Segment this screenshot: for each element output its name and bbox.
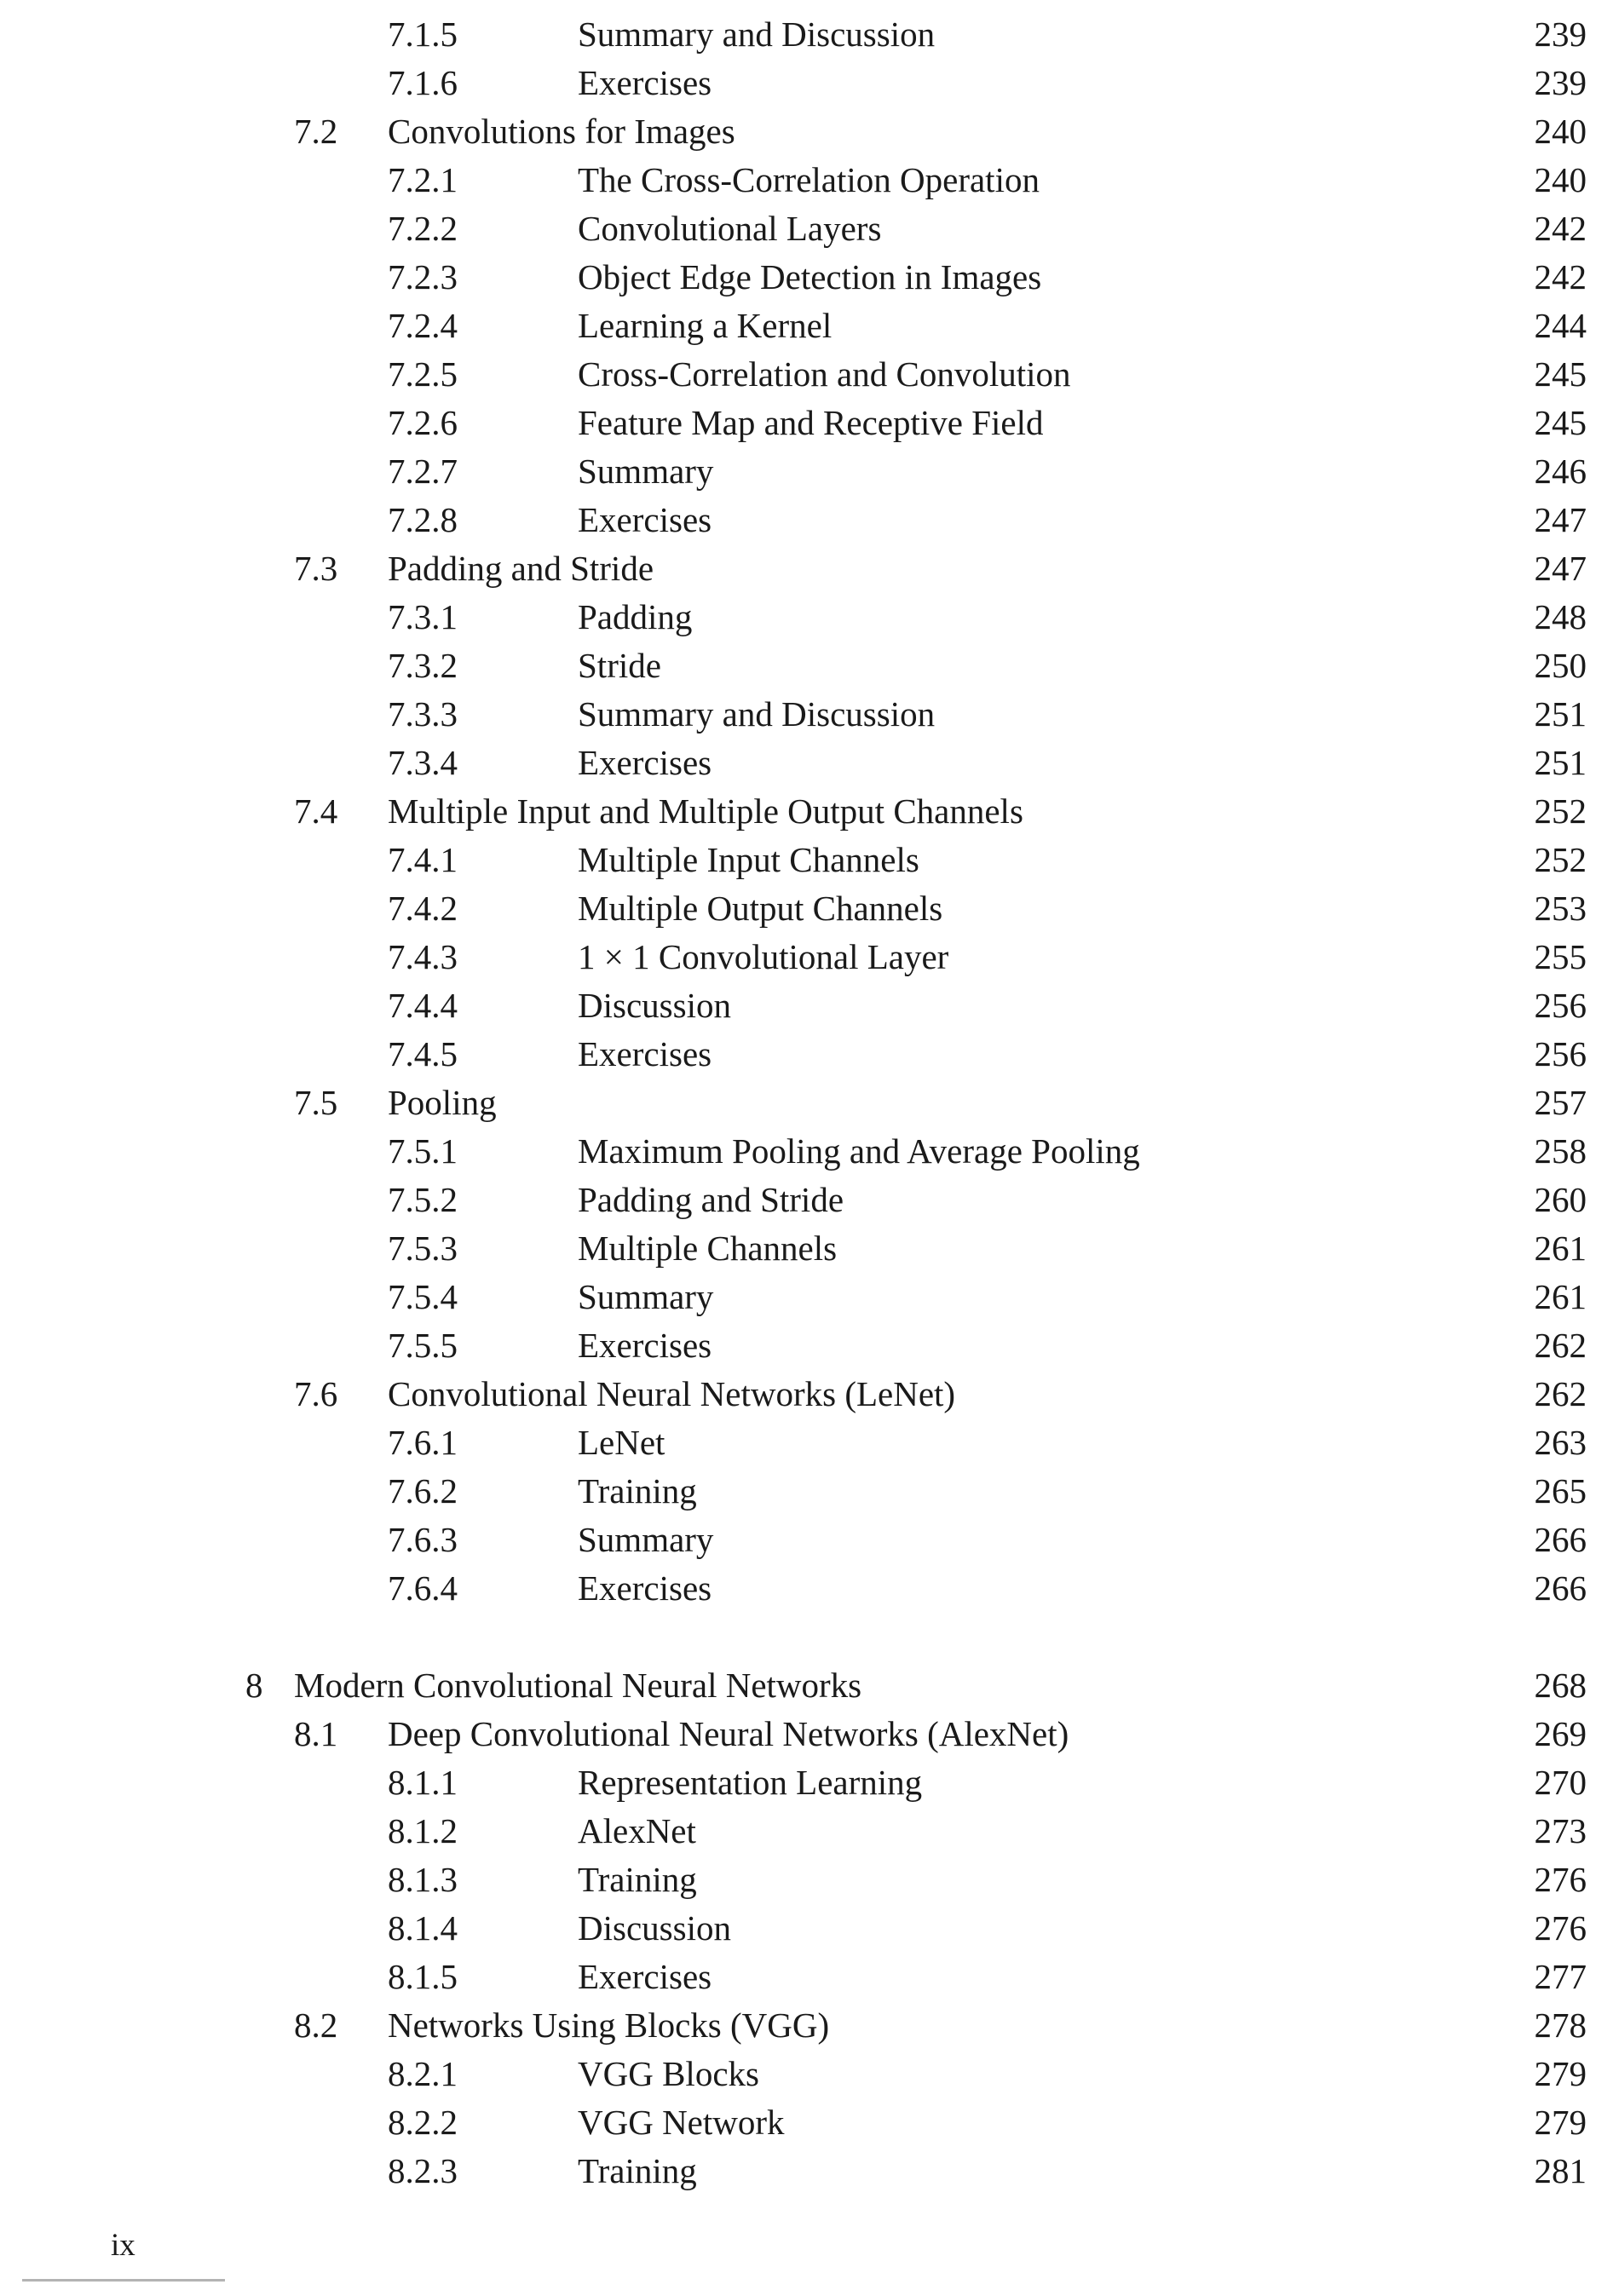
- toc-entry-number: 7.4.5: [388, 1034, 458, 1073]
- toc-entry-number: 7.2.6: [388, 403, 458, 442]
- toc-entry-title: Convolutional Layers: [578, 209, 882, 248]
- toc-entry-number: 7.2.2: [388, 209, 458, 248]
- toc-entry-title: Padding and Stride: [578, 1180, 844, 1219]
- toc-entry-title: Cross-Correlation and Convolution: [578, 354, 1071, 394]
- toc-entry-number: 7.3.1: [388, 597, 458, 636]
- toc-entry-page: 245: [1534, 354, 1587, 394]
- toc-entry-subsection[interactable]: [0, 1273, 1619, 1321]
- toc-entry-title: Convolutions for Images: [388, 112, 735, 151]
- toc-entry-subsection[interactable]: [0, 59, 1619, 107]
- toc-entry-subsection[interactable]: [0, 1030, 1619, 1079]
- toc-entry-number: 8.2.1: [388, 2054, 458, 2093]
- toc-entry-number: 7.5: [294, 1083, 338, 1122]
- toc-entry-subsection[interactable]: [0, 1758, 1619, 1807]
- toc-entry-number: 8.1.2: [388, 1811, 458, 1850]
- toc-entry-page: 247: [1534, 500, 1587, 539]
- toc-entry-page: 258: [1534, 1131, 1587, 1171]
- toc-entry-subsection[interactable]: [0, 253, 1619, 302]
- toc-entry-number: 8.1: [294, 1714, 338, 1753]
- toc-entry-subsection[interactable]: [0, 739, 1619, 787]
- toc-entry-title: Multiple Output Channels: [578, 889, 943, 928]
- toc-entry-title: Exercises: [578, 1326, 712, 1365]
- toc-entry-title: Multiple Input Channels: [578, 840, 919, 879]
- toc-entry-subsection[interactable]: [0, 642, 1619, 690]
- toc-entry-title: Modern Convolutional Neural Networks: [294, 1666, 862, 1705]
- toc-entry-page: 245: [1534, 403, 1587, 442]
- toc-entry-subsection[interactable]: [0, 204, 1619, 253]
- toc-entry-title: Deep Convolutional Neural Networks (AlexNet): [388, 1714, 1069, 1753]
- toc-entry-number: 7.4: [294, 791, 338, 831]
- toc-entry-title: The Cross-Correlation Operation: [578, 160, 1040, 199]
- toc-entry-section[interactable]: [0, 1370, 1619, 1418]
- toc-entry-page: 262: [1534, 1374, 1587, 1413]
- toc-entry-title: VGG Network: [578, 2103, 785, 2142]
- toc-entry-section[interactable]: [0, 544, 1619, 593]
- toc-entry-number: 7.5.4: [388, 1277, 458, 1316]
- toc-entry-number: 7.4.3: [388, 937, 458, 976]
- toc-entry-number: 8.1.3: [388, 1860, 458, 1899]
- toc-entry-page: 253: [1534, 889, 1587, 928]
- toc-entry-page: 279: [1534, 2103, 1587, 2142]
- toc-entry-number: 7.4.2: [388, 889, 458, 928]
- toc-entry-page: 239: [1534, 14, 1587, 54]
- toc-entry-page: 263: [1534, 1423, 1587, 1462]
- toc-entry-title: Training: [578, 1471, 697, 1511]
- toc-entry-number: 7.6: [294, 1374, 338, 1413]
- toc-entry-title: LeNet: [578, 1423, 665, 1462]
- toc-entry-page: 240: [1534, 112, 1587, 151]
- toc-entry-subsection[interactable]: [0, 496, 1619, 544]
- toc-entry-title: Pooling: [388, 1083, 497, 1122]
- toc-entry-page: 261: [1534, 1229, 1587, 1268]
- toc-entry-title: Discussion: [578, 1908, 731, 1948]
- toc-entry-page: 240: [1534, 160, 1587, 199]
- toc-entry-subsection[interactable]: [0, 593, 1619, 642]
- toc-entry-page: 266: [1534, 1520, 1587, 1559]
- toc-entry-number: 7.1.6: [388, 63, 458, 102]
- toc-entry-subsection[interactable]: [0, 1467, 1619, 1516]
- toc-entry-title: Exercises: [578, 743, 712, 782]
- toc-entry-title: Exercises: [578, 1034, 712, 1073]
- toc-entry-subsection[interactable]: [0, 884, 1619, 933]
- toc-entry-subsection[interactable]: [0, 836, 1619, 884]
- toc-entry-title: Representation Learning: [578, 1763, 923, 1802]
- toc-entry-subsection[interactable]: [0, 1953, 1619, 2001]
- toc-entry-number: 7.6.4: [388, 1568, 458, 1608]
- toc-entry-title: Exercises: [578, 63, 712, 102]
- toc-entry-number: 7.1.5: [388, 14, 458, 54]
- toc-entry-title: Summary: [578, 1520, 714, 1559]
- toc-entry-number: 8.2: [294, 2005, 338, 2045]
- toc-entry-page: 242: [1534, 257, 1587, 296]
- toc-entry-page: 244: [1534, 306, 1587, 345]
- toc-entry-subsection[interactable]: [0, 156, 1619, 204]
- toc-entry-page: 248: [1534, 597, 1587, 636]
- toc-entry-number: 7.6.1: [388, 1423, 458, 1462]
- toc-entry-page: 257: [1534, 1083, 1587, 1122]
- toc-entry-title: VGG Blocks: [578, 2054, 759, 2093]
- toc-entry-number: 7.2.4: [388, 306, 458, 345]
- toc-entry-chapter[interactable]: [0, 1661, 1619, 1710]
- toc-entry-page: 266: [1534, 1568, 1587, 1608]
- toc-entry-number: 7.2.1: [388, 160, 458, 199]
- toc-entry-number: 7.3.3: [388, 694, 458, 734]
- toc-entry-page: 251: [1534, 743, 1587, 782]
- toc-entry-subsection[interactable]: [0, 302, 1619, 350]
- toc-entry-page: 246: [1534, 452, 1587, 491]
- toc-entry-number: 7.4.4: [388, 986, 458, 1025]
- toc-entry-subsection[interactable]: [0, 350, 1619, 399]
- toc-entry-page: 277: [1534, 1957, 1587, 1996]
- toc-entry-page: 250: [1534, 646, 1587, 685]
- toc-entry-section[interactable]: [0, 107, 1619, 156]
- toc-entry-page: 268: [1534, 1666, 1587, 1705]
- toc-entry-section[interactable]: [0, 2001, 1619, 2050]
- toc-entry-number: 8.2.2: [388, 2103, 458, 2142]
- toc-entry-page: 265: [1534, 1471, 1587, 1511]
- toc-entry-section[interactable]: [0, 787, 1619, 836]
- toc-entry-number: 7.2.3: [388, 257, 458, 296]
- toc-entry-page: 247: [1534, 549, 1587, 588]
- toc-entry-subsection[interactable]: [0, 1807, 1619, 1856]
- toc-entry-page: 278: [1534, 2005, 1587, 2045]
- toc-entry-subsection[interactable]: [0, 2098, 1619, 2147]
- toc-entry-page: 252: [1534, 791, 1587, 831]
- toc-entry-page: 279: [1534, 2054, 1587, 2093]
- toc-entry-page: 256: [1534, 1034, 1587, 1073]
- toc-entry-title: Training: [578, 2151, 697, 2190]
- toc-entry-page: 262: [1534, 1326, 1587, 1365]
- toc-entry-title: Exercises: [578, 1957, 712, 1996]
- toc-entry-title: Exercises: [578, 500, 712, 539]
- toc-entry-title: 1 × 1 Convolutional Layer: [578, 937, 949, 976]
- toc-entry-section[interactable]: [0, 1079, 1619, 1127]
- toc-entry-title: Padding: [578, 597, 693, 636]
- toc-entry-number: 7.3: [294, 549, 338, 588]
- toc-entry-number: 8: [245, 1666, 263, 1705]
- toc-entry-page: 270: [1534, 1763, 1587, 1802]
- toc-entry-subsection[interactable]: [0, 1127, 1619, 1176]
- toc-entry-subsection[interactable]: [0, 1224, 1619, 1273]
- footer-rule: [22, 2279, 225, 2282]
- toc-entry-page: 252: [1534, 840, 1587, 879]
- toc-entry-number: 8.2.3: [388, 2151, 458, 2190]
- toc-entry-subsection[interactable]: [0, 2050, 1619, 2098]
- toc-entry-subsection[interactable]: [0, 933, 1619, 981]
- toc-entry-subsection[interactable]: [0, 1321, 1619, 1370]
- toc-entry-subsection[interactable]: [0, 1516, 1619, 1564]
- toc-entry-title: Convolutional Neural Networks (LeNet): [388, 1374, 956, 1413]
- toc-entry-subsection[interactable]: [0, 399, 1619, 447]
- page-number-folio: ix: [111, 2228, 135, 2263]
- toc-entry-page: 276: [1534, 1908, 1587, 1948]
- toc-entry-subsection[interactable]: [0, 1564, 1619, 1613]
- toc-entry-number: 8.1.1: [388, 1763, 458, 1802]
- toc-entry-subsection[interactable]: [0, 981, 1619, 1030]
- toc-entry-number: 8.1.4: [388, 1908, 458, 1948]
- toc-entry-number: 7.2.5: [388, 354, 458, 394]
- toc-entry-page: 256: [1534, 986, 1587, 1025]
- toc-entry-number: 7.6.3: [388, 1520, 458, 1559]
- toc-entry-page: 260: [1534, 1180, 1587, 1219]
- toc-entry-number: 7.5.3: [388, 1229, 458, 1268]
- toc-entry-title: Stride: [578, 646, 661, 685]
- toc-entry-title: Summary and Discussion: [578, 694, 936, 734]
- toc-entry-page: 276: [1534, 1860, 1587, 1899]
- toc-entry-number: 7.3.2: [388, 646, 458, 685]
- toc-entry-title: Summary and Discussion: [578, 14, 936, 54]
- toc-entry-title: Learning a Kernel: [578, 306, 833, 345]
- toc-entry-subsection[interactable]: [0, 1418, 1619, 1467]
- toc-entry-title: Padding and Stride: [388, 549, 654, 588]
- toc-entry-title: Multiple Channels: [578, 1229, 838, 1268]
- toc-entry-page: 261: [1534, 1277, 1587, 1316]
- toc-entry-number: 7.5.5: [388, 1326, 458, 1365]
- toc-entry-page: 239: [1534, 63, 1587, 102]
- toc-entry-title: Summary: [578, 1277, 714, 1316]
- toc-entry-number: 7.6.2: [388, 1471, 458, 1511]
- toc-entry-title: Feature Map and Receptive Field: [578, 403, 1044, 442]
- toc-entry-title: Summary: [578, 452, 714, 491]
- toc-entry-page: 273: [1534, 1811, 1587, 1850]
- toc-entry-number: 7.5.1: [388, 1131, 458, 1171]
- toc-entry-title: Multiple Input and Multiple Output Channels: [388, 791, 1023, 831]
- toc-entry-subsection[interactable]: [0, 447, 1619, 496]
- toc-entry-subsection[interactable]: [0, 10, 1619, 59]
- toc-entry-subsection[interactable]: [0, 690, 1619, 739]
- toc-entry-number: 8.1.5: [388, 1957, 458, 1996]
- toc-entry-section[interactable]: [0, 1710, 1619, 1758]
- toc-entry-number: 7.2: [294, 112, 338, 151]
- toc-entry-number: 7.2.8: [388, 500, 458, 539]
- toc-entry-page: 281: [1534, 2151, 1587, 2190]
- toc-entry-number: 7.2.7: [388, 452, 458, 491]
- toc-entry-title: Discussion: [578, 986, 731, 1025]
- toc-entry-number: 7.4.1: [388, 840, 458, 879]
- toc-entry-number: 7.5.2: [388, 1180, 458, 1219]
- toc-entry-page: 269: [1534, 1714, 1587, 1753]
- toc-entry-title: Networks Using Blocks (VGG): [388, 2005, 830, 2045]
- toc-entry-page: 255: [1534, 937, 1587, 976]
- toc-entry-subsection[interactable]: [0, 1176, 1619, 1224]
- toc-entry-subsection[interactable]: [0, 1904, 1619, 1953]
- toc-entry-number: 7.3.4: [388, 743, 458, 782]
- toc-entry-subsection[interactable]: [0, 2147, 1619, 2195]
- toc-entry-title: Maximum Pooling and Average Pooling: [578, 1131, 1140, 1171]
- toc-entry-title: Training: [578, 1860, 697, 1899]
- toc-entry-subsection[interactable]: [0, 1856, 1619, 1904]
- toc-entry-page: 242: [1534, 209, 1587, 248]
- toc-entry-title: Object Edge Detection in Images: [578, 257, 1042, 296]
- toc-entry-title: Exercises: [578, 1568, 712, 1608]
- toc-entry-title: AlexNet: [578, 1811, 696, 1850]
- toc-entry-page: 251: [1534, 694, 1587, 734]
